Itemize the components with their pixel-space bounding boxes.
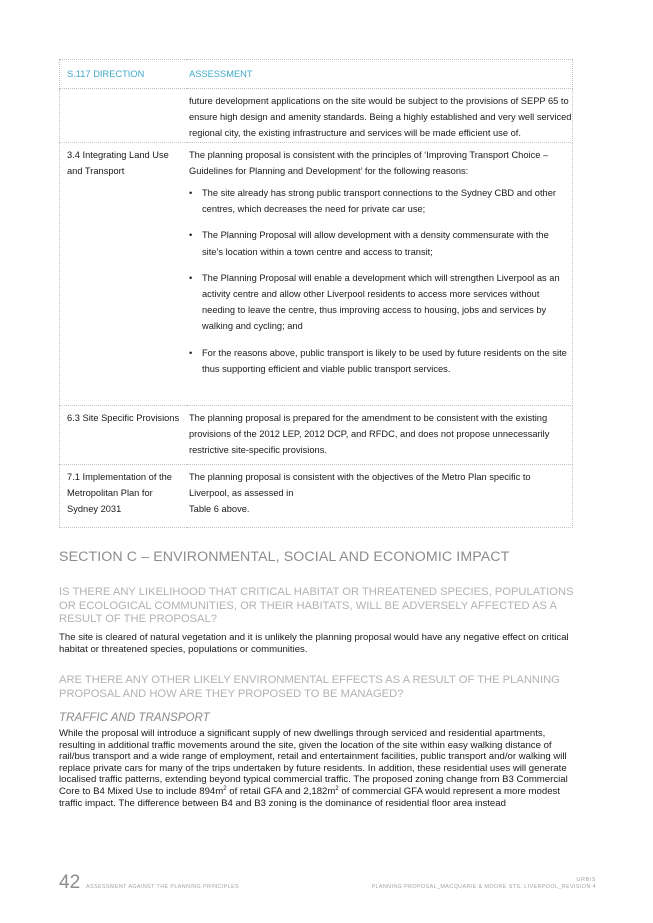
list-item: • The Planning Proposal will enable a development which will strengthen Liverpool as an activity centre and allow other Liverpool residents to access more services without needing to leave the centre, thus improving access to housing, jobs and services by walking and cycling; and	[189, 270, 572, 335]
column-header-assessment: ASSESSMENT	[187, 60, 573, 89]
direction-cell	[60, 464, 188, 527]
superscript: 2	[223, 785, 227, 792]
assessment-text: The planning proposal is consistent with the principles of ‘Improving Transport Choice – Guidelines for Planning and Development’ for the following reasons:	[189, 149, 549, 176]
urbis-logo: URBIS	[576, 877, 596, 883]
assessment-text: future development applications on the site would be subject to the provisions of SEPP 65 to ensure high design and amenity standards. Being a highly established and very well serviced regional city, the existing infrastructure and services will be made efficient use of.	[189, 96, 572, 139]
assessment-cell	[187, 405, 573, 464]
table-row	[60, 89, 573, 143]
section-heading: SECTION C – ENVIRONMENTAL, SOCIAL AND ECONOMIC IMPACT	[59, 549, 510, 565]
direction-cell	[60, 405, 188, 464]
assessment-text: The planning proposal is consistent with the objectives of the Metro Plan specific to Liverpool, as assessed in	[189, 471, 531, 498]
assessment-text: The planning proposal is prepared for the amendment to be consistent with the existing provisions of the 2012 LEP, 2012 DCP, and RFDC, and does not propose unnecessarily restrictive site-specific provisions.	[189, 412, 550, 456]
superscript: 2	[335, 785, 339, 792]
traffic-paragraph	[59, 728, 575, 809]
paragraph-text: While the proposal will introduce a significant supply of new dwellings through serviced and residential apartments, resulting in additional traffic movements around the site, given the location of the site within easy walking distance of rail/bus transport and a wide range of employment, retail and entertainment facilities, public transport and/or walking will replace private cars for many of the trips undertaken by future residents. In addition, these residential uses will generate localised traffic patterns, extending beyond typical commercial traffic. The proposed zoning change from B3 Commercial Core to B4 Mixed Use to include 894m	[59, 728, 568, 797]
assessment-cell	[187, 89, 573, 143]
direction-text: 7.1 Implementation of the Metropolitan Plan for Sydney 2031	[67, 471, 172, 515]
answer-paragraph: The site is cleared of natural vegetation and it is unlikely the planning proposal would have any negative effect on critical habitat or threatened species, populations or communities.	[59, 632, 569, 655]
direction-cell	[60, 89, 188, 143]
table-header-row	[60, 60, 573, 89]
footer-document-title: PLANNING PROPOSAL_MACQUARIE & MOORE STS, LIVERPOOL_REVISION 4	[371, 884, 596, 890]
paragraph-text: of retail GFA and 2,182m	[226, 785, 336, 797]
table-row	[60, 464, 573, 527]
page-number: 42	[59, 872, 81, 893]
s117-direction-table	[59, 59, 573, 528]
footer-section-title: ASSESSMENT AGAINST THE PLANNING PRINCIPLES	[86, 884, 240, 890]
assessment-cell	[187, 142, 573, 405]
direction-cell	[60, 142, 188, 405]
direction-text: 6.3 Site Specific Provisions	[67, 412, 180, 423]
table-row	[60, 142, 573, 405]
paragraph-text: of commercial GFA would represent a more modest traffic impact. The difference between B4 and B3 zoning is the dominance of residential floor area instead	[59, 785, 561, 809]
reasons-list	[189, 185, 572, 377]
question-heading: ARE THERE ANY OTHER LIKELY ENVIRONMENTAL EFFECTS AS A RESULT OF THE PLANNING PROPOSAL AND HOW ARE THEY PROPOSED TO BE MANAGED?	[59, 674, 560, 700]
list-item: • For the reasons above, public transport is likely to be used by future residents on the site thus supporting efficient and viable public transport services.	[189, 345, 572, 377]
column-header-direction: S.117 DIRECTION	[60, 60, 188, 89]
question-heading: IS THERE ANY LIKELIHOOD THAT CRITICAL HABITAT OR THREATENED SPECIES, POPULATIONS OR ECOLOGICAL COMMUNITIES, OR THEIR HABITATS, WILL BE ADVERSELY AFFECTED AS A RESULT OF THE PROPOSAL?	[59, 586, 574, 626]
assessment-cell	[187, 464, 573, 527]
list-item: • The site already has strong public transport connections to the Sydney CBD and other centres, which decreases the need for private car use;	[189, 185, 572, 217]
direction-text: 3.4 Integrating Land Use and Transport	[67, 149, 169, 176]
table-row	[60, 405, 573, 464]
assessment-text-continued: Table 6 above.	[189, 504, 250, 515]
list-item: • The Planning Proposal will allow development with a density commensurate with the site’s location within a town centre and access to transit;	[189, 227, 572, 259]
subsection-heading: TRAFFIC AND TRANSPORT	[59, 711, 210, 724]
